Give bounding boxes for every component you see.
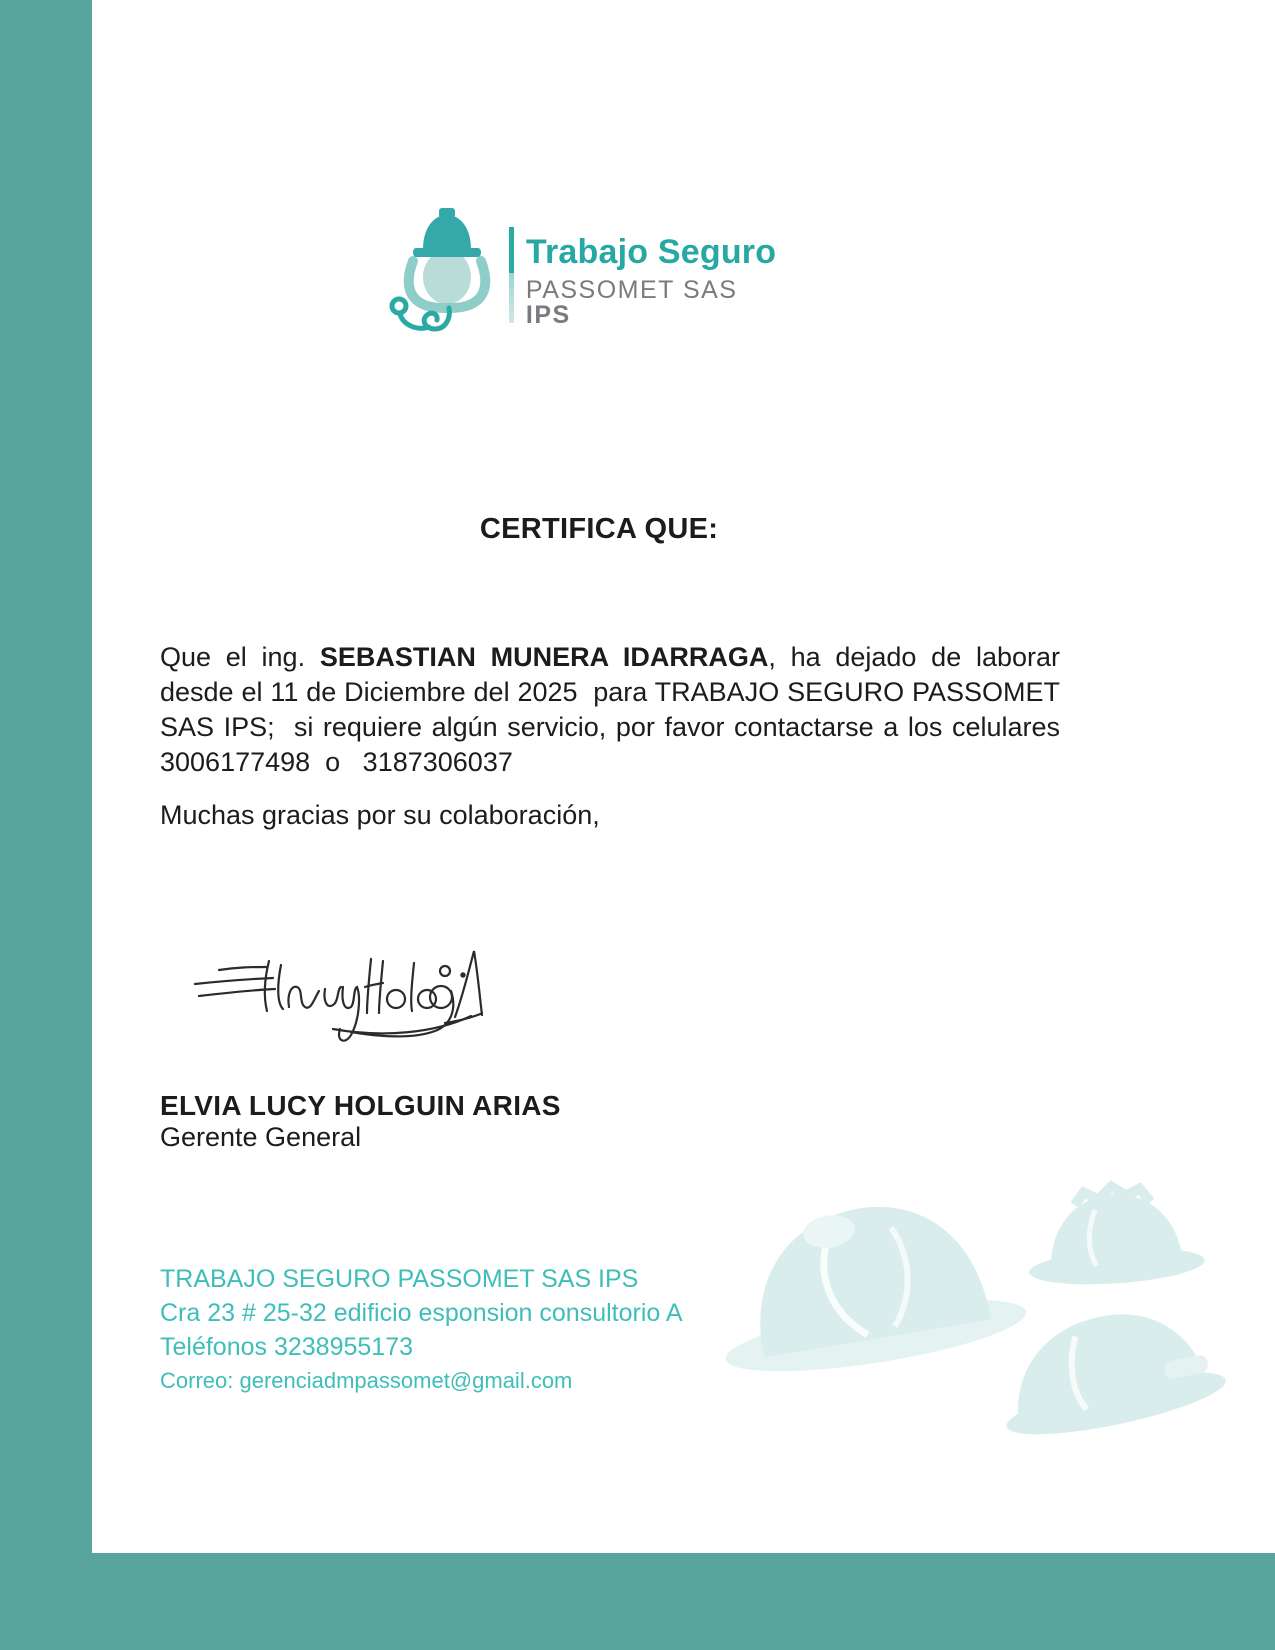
- company-logo: [385, 205, 785, 340]
- employee-name: SEBASTIAN MUNERA IDARRAGA: [319, 642, 769, 672]
- logo-title: Trabajo Seguro: [525, 233, 777, 271]
- signer-name: ELVIA LUCY HOLGUIN ARIAS: [160, 1090, 561, 1121]
- bottom-border-band: [0, 1553, 1275, 1650]
- certifies-heading: CERTIFICA QUE:: [479, 513, 719, 545]
- footer-address: Cra 23 # 25-32 edificio esponsion consultorio A: [160, 1299, 683, 1327]
- certification-paragraph: [160, 640, 1068, 780]
- logo-subtitle-bold: IPS: [525, 301, 571, 329]
- footer-contact-block: [160, 1262, 683, 1398]
- footer-company: TRABAJO SEGURO PASSOMET SAS IPS: [160, 1265, 639, 1293]
- logo-subtitle-regular: PASSOMET SAS: [525, 276, 738, 304]
- thanks-line: Muchas gracias por su colaboración,: [160, 800, 600, 830]
- footer-phones: Teléfonos 3238955173: [160, 1333, 414, 1361]
- logo-divider: [509, 227, 514, 323]
- signer-title: Gerente General: [160, 1122, 362, 1152]
- handwritten-signature: [183, 925, 483, 1050]
- logo-subtitle: [526, 278, 785, 328]
- footer-email: Correo: gerenciadmpassomet@gmail.com: [160, 1368, 573, 1393]
- paragraph-post-text: , ha dejado de laborar desde el 11 de Diciembre del 2025 para TRABAJO SEGURO PASSOMET SAS IPS; si requiere algún servicio, por favor contactarse a los celulares 3006177498 o 3187306037: [160, 642, 1068, 777]
- paragraph-pre-text: Que el ing.: [160, 642, 320, 672]
- hard-hats-image: [690, 1148, 1230, 1458]
- doctor-stethoscope-hardhat-icon: [385, 205, 507, 335]
- left-border-band: [0, 0, 92, 1650]
